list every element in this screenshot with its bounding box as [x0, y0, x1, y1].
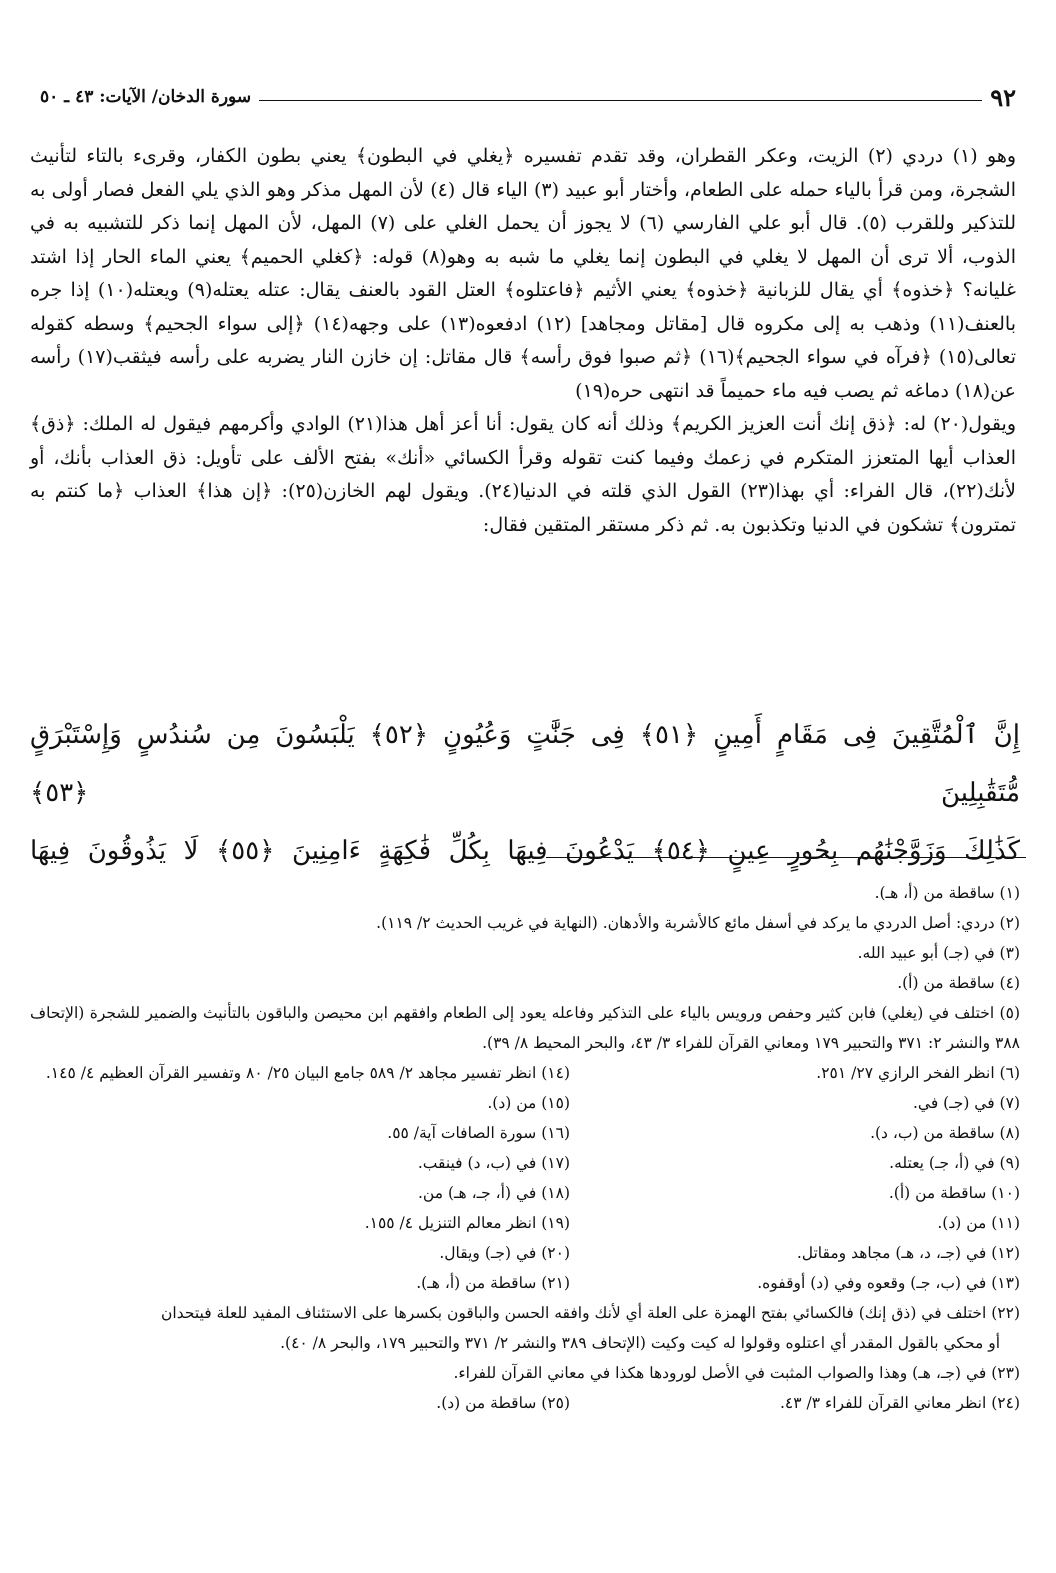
footnote: (١٤) انظر تفسير مجاهد ٢/ ٥٨٩ جامع البيان ٢٥/ ٨٠ وتفسير القرآن العظيم ٤/ ١٤٥. — [45, 1064, 570, 1082]
footnote: (٢) دردي: أصل الدردي ما يركد في أسفل مائع كالأشربة والأدهان. (النهاية في غريب الحديث ٢/ ١١٩). — [376, 914, 1020, 932]
footnote: (١٢) في (جـ، د، هـ) مجاهد ومقاتل. — [796, 1244, 1020, 1262]
footnote-column-left — [45, 1058, 570, 1298]
page-number: ٩٢ — [990, 82, 1016, 112]
footnotes-separator — [546, 857, 1026, 858]
footnote: (٤) ساقطة من (أ). — [897, 974, 1020, 992]
footnote-columns — [30, 1058, 1020, 1298]
footnote: (٧) في (جـ) في. — [912, 1094, 1020, 1112]
footnote: (١) ساقطة من (أ، هـ). — [874, 884, 1020, 902]
footnote: (١٩) انظر معالم التنزيل ٤/ ١٥٥. — [364, 1214, 570, 1232]
footnote-continuation: أو محكي بالقول المقدر أي اعتلوه وقولوا له كيت وكيت (الإتحاف ٣٨٩ والنشر ٢/ ٣٧١ والتحبير ١٧٩، والبحر ٨/ ٤٠). — [280, 1334, 1000, 1352]
quran-line: كَذَٰلِكَ وَزَوَّجْنَٰهُم بِحُورٍ عِينٍ ﴿٥٤﴾ يَدْعُونَ فِيهَا بِكُلِّ فَٰكِهَةٍ ءَامِنِينَ ﴿٥٥﴾ لَا يَذُوقُونَ فِيهَا — [30, 836, 1021, 866]
running-title: سورة الدخان/ الآيات: ٤٣ ـ ٥٠ — [40, 87, 252, 107]
page-header — [40, 80, 1016, 114]
footnote: (٦) انظر الفخر الرازي ٢٧/ ٢٥١. — [816, 1064, 1020, 1082]
footnote: (٥) اختلف في (يغلي) فابن كثير وحفص ورويس بالياء على التذكير وفاعله يعود إلى الطعام وافقهم ابن محيصن والباقون بالتأنيث والضمير للشجرة (الإتحاف ٣٨٨ والنشر ٢: ٣٧١ والتحبير ١٧٩ ومعاني القرآن للفراء ٣/ ٤٣، والبحر المحيط ٨/ ٣٩). — [30, 1004, 1020, 1052]
footnote-column-right — [600, 1058, 1020, 1298]
quran-line: إِنَّ ٱلْمُتَّقِينَ فِى مَقَامٍ أَمِينٍ ﴿٥١﴾ فِى جَنَّٰتٍ وَعُيُونٍ ﴿٥٢﴾ يَلْبَسُونَ مِن سُندُسٍ وَإِسْتَبْرَقٍ مُّتَقَٰبِلِينَ ﴿٥٣﴾ — [30, 720, 1021, 808]
footnote: (٩) في (أ، جـ) يعتله. — [889, 1154, 1020, 1172]
footnote: (١٠) ساقطة من (أ). — [888, 1184, 1020, 1202]
footnote: (٨) ساقطة من (ب، د). — [870, 1124, 1020, 1142]
footnote: (٢٠) في (جـ) ويقال. — [439, 1244, 570, 1262]
footnote: (١٥) من (د). — [487, 1094, 570, 1112]
footnote: (١٧) في (ب، د) فينقب. — [417, 1154, 570, 1172]
footnote: (١٨) في (أ، جـ، هـ) من. — [417, 1184, 570, 1202]
header-rule — [259, 100, 982, 101]
footnote-last-row — [30, 1388, 1020, 1418]
main-text — [30, 140, 1016, 542]
footnote: (١٣) في (ب، جـ) وقعوه وفي (د) أوقفوه. — [757, 1274, 1020, 1292]
footnote: (٢٣) في (جـ، هـ) وهذا والصواب المثبت في الأصل لورودها هكذا في معاني القرآن للفراء. — [453, 1364, 1020, 1382]
body-paragraph: وهو (١) دردي (٢) الزيت، وعكر القطران، وقد تقدم تفسيره ﴿يغلي في البطون﴾ يعني بطون الكفار، وقرىء بالتاء لتأنيث الشجرة، ومن قرأ بالياء حمله على الطعام، وأختار أبو عبيد (٣) الياء قال (٤) لأن المهل مذكر وهو الذي يلي الفعل فصار أولى به للتذكير وللقرب (٥). قال أبو علي الفارسي (٦) لا يجوز أن يحمل الغلي على (٧) المهل، لأن المهل إنما ذكر للتشبيه به في الذوب، ألا ترى أن المهل لا يغلي في البطون إنما يغلي ما شبه به وهو(٨) قوله: ﴿كغلي الحميم﴾ يعني الماء الحار إذا اشتد غليانه؟ ﴿خذوه﴾ أي يقال للزبانية ﴿خذوه﴾ يعني الأثيم ﴿فاعتلوه﴾ العتل القود بالعنف يقال: عتله يعتله(٩) ويعتله(١٠) إذا جره بالعنف(١١) وذهب به إلى مكروه قال [مقاتل ومجاهد] (١٢) ادفعوه(١٣) على وجهه(١٤) ﴿إلى سواء الجحيم﴾ وسطه كقوله تعالى(١٥) ﴿فرآه في سواء الجحيم﴾(١٦) ﴿ثم صبوا فوق رأسه﴾ قال مقاتل: إن خازن النار يضربه على رأسه فيثقب(١٧) رأسه عن(١٨) دماغه ثم يصب فيه ماء حميماً قد انتهى حره(١٩) — [30, 145, 1017, 402]
quran-verses — [30, 706, 1020, 880]
footnote: (٢٤) انظر معاني القرآن للفراء ٣/ ٤٣. — [779, 1394, 1020, 1412]
footnote: (٢٥) ساقطة من (د). — [436, 1394, 570, 1412]
footnote: (٣) في (جـ) أبو عبيد الله. — [857, 944, 1020, 962]
footnote: (٢١) ساقطة من (أ، هـ). — [416, 1274, 570, 1292]
footnote: (١١) من (د). — [937, 1214, 1020, 1232]
footnote: (٢٢) اختلف في (ذق إنك) فالكسائي بفتح الهمزة على العلة أي لأنك وافقه الحسن والباقون بكسرها على الاستئناف المفيد للعلة فيتحدان — [161, 1304, 1020, 1322]
body-paragraph: ويقول(٢٠) له: ﴿ذق إنك أنت العزيز الكريم﴾ وذلك أنه كان يقول: أنا أعز أهل هذا(٢١) الوادي وأكرمهم فيقول له الملك: ﴿ذق﴾ العذاب أيها المتعزز المتكرم في زعمك وفيما كنت تقوله وقرأ الكسائي «أنك» بفتح الألف على تأويل: ذق العذاب بأنك، أو لأنك(٢٢)، قال الفراء: أي بهذا(٢٣) القول الذي قلته في الدنيا(٢٤). ويقول لهم الخازن(٢٥): ﴿إن هذا﴾ العذاب ﴿ما كنتم به تمترون﴾ تشكون في الدنيا وتكذبون به. ثم ذكر مستقر المتقين فقال: — [30, 413, 1016, 536]
footnotes — [30, 878, 1020, 1418]
footnote: (١٦) سورة الصافات آية/ ٥٥. — [387, 1124, 570, 1142]
